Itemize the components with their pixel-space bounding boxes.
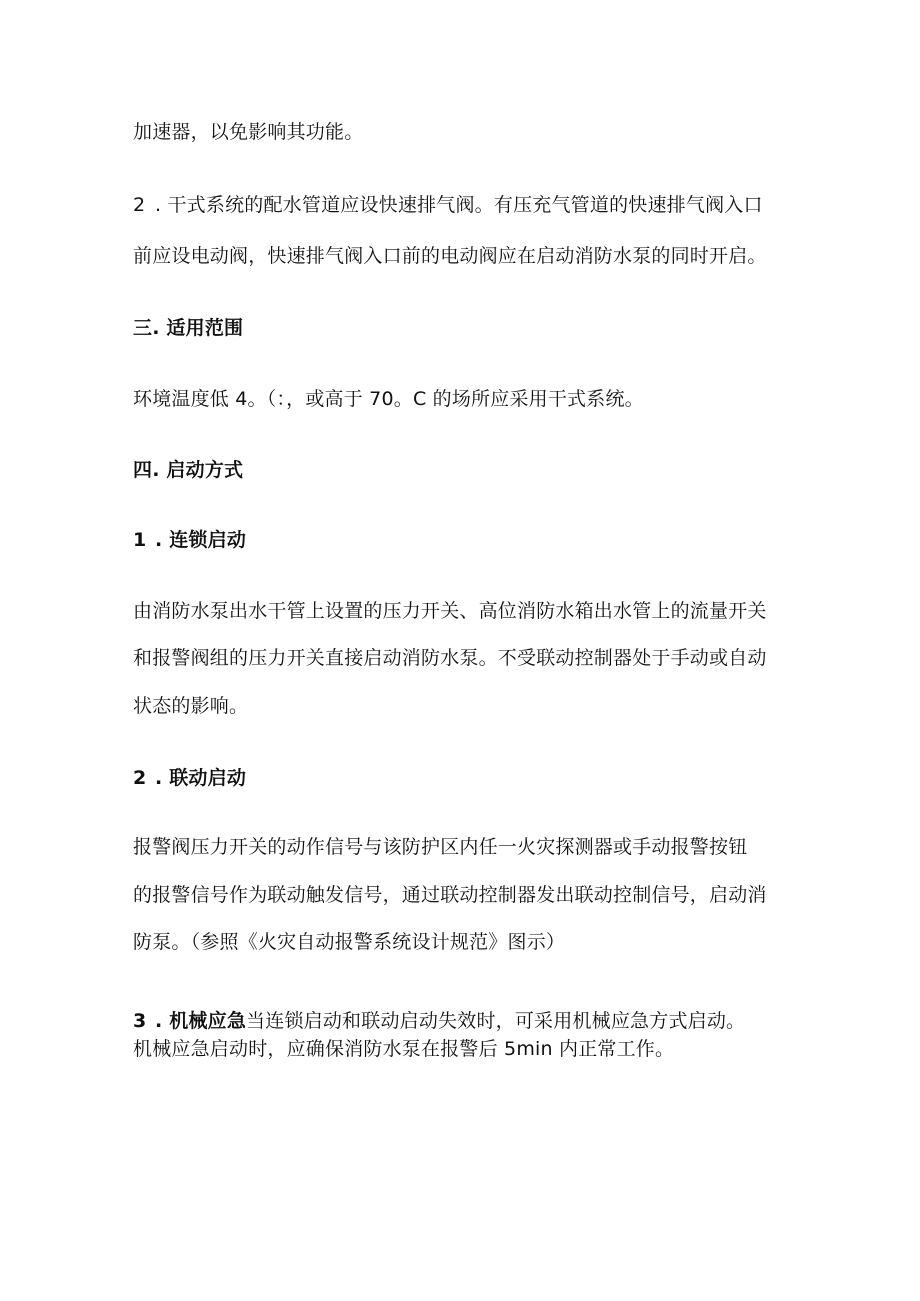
- paragraph-line: 前应设电动阀，快速排气阀入口前的电动阀应在启动消防水泵的同时开启。: [133, 245, 767, 267]
- paragraph-line: [133, 1008, 745, 1034]
- paragraph-text: . 干式系统的配水管道应设快速排气阀。有压充气管道的快速排气阀入口: [155, 194, 763, 216]
- item-number: 1: [133, 529, 147, 551]
- paragraph-text: 当连锁启动和联动启动失效时，可采用机械应急方式启动。: [246, 1010, 746, 1032]
- item-number: 3: [133, 1010, 147, 1032]
- paragraph-line: 环境温度低 4。（：，或高于 70。C 的场所应采用干式系统。: [133, 388, 644, 410]
- subsection-heading-interlock: [133, 527, 246, 553]
- subsection-title: . 联动启动: [155, 767, 247, 789]
- section-heading-start-methods: 四. 启动方式: [133, 459, 244, 481]
- paragraph-line: 加速器，以免影响其功能。: [133, 121, 364, 143]
- paragraph-line: [133, 192, 763, 218]
- subsection-title: . 机械应急: [155, 1010, 247, 1032]
- subsection-title: . 连锁启动: [155, 529, 247, 551]
- paragraph-line: 报警阀压力开关的动作信号与该防护区内任一火灾探测器或手动报警按钮: [133, 836, 748, 858]
- item-number: 2: [133, 767, 147, 789]
- section-heading-scope: 三. 适用范围: [133, 317, 244, 339]
- paragraph-line: 机械应急启动时，应确保消防水泵在报警后 5min 内正常工作。: [133, 1038, 675, 1060]
- paragraph-line: 和报警阀组的压力开关直接启动消防水泵。不受联动控制器处于手动或自动: [133, 647, 767, 669]
- subsection-heading-linkage: [133, 765, 246, 791]
- paragraph-line: 的报警信号作为联动触发信号，通过联动控制器发出联动控制信号，启动消: [133, 884, 767, 906]
- paragraph-line: 由消防水泵出水干管上设置的压力开关、高位消防水箱出水管上的流量开关: [133, 600, 767, 622]
- item-number: 2: [133, 194, 146, 216]
- paragraph-line: 状态的影响。: [133, 695, 249, 717]
- paragraph-line: 防泵。（参照《火灾自动报警系统设计规范》图示）: [133, 931, 566, 953]
